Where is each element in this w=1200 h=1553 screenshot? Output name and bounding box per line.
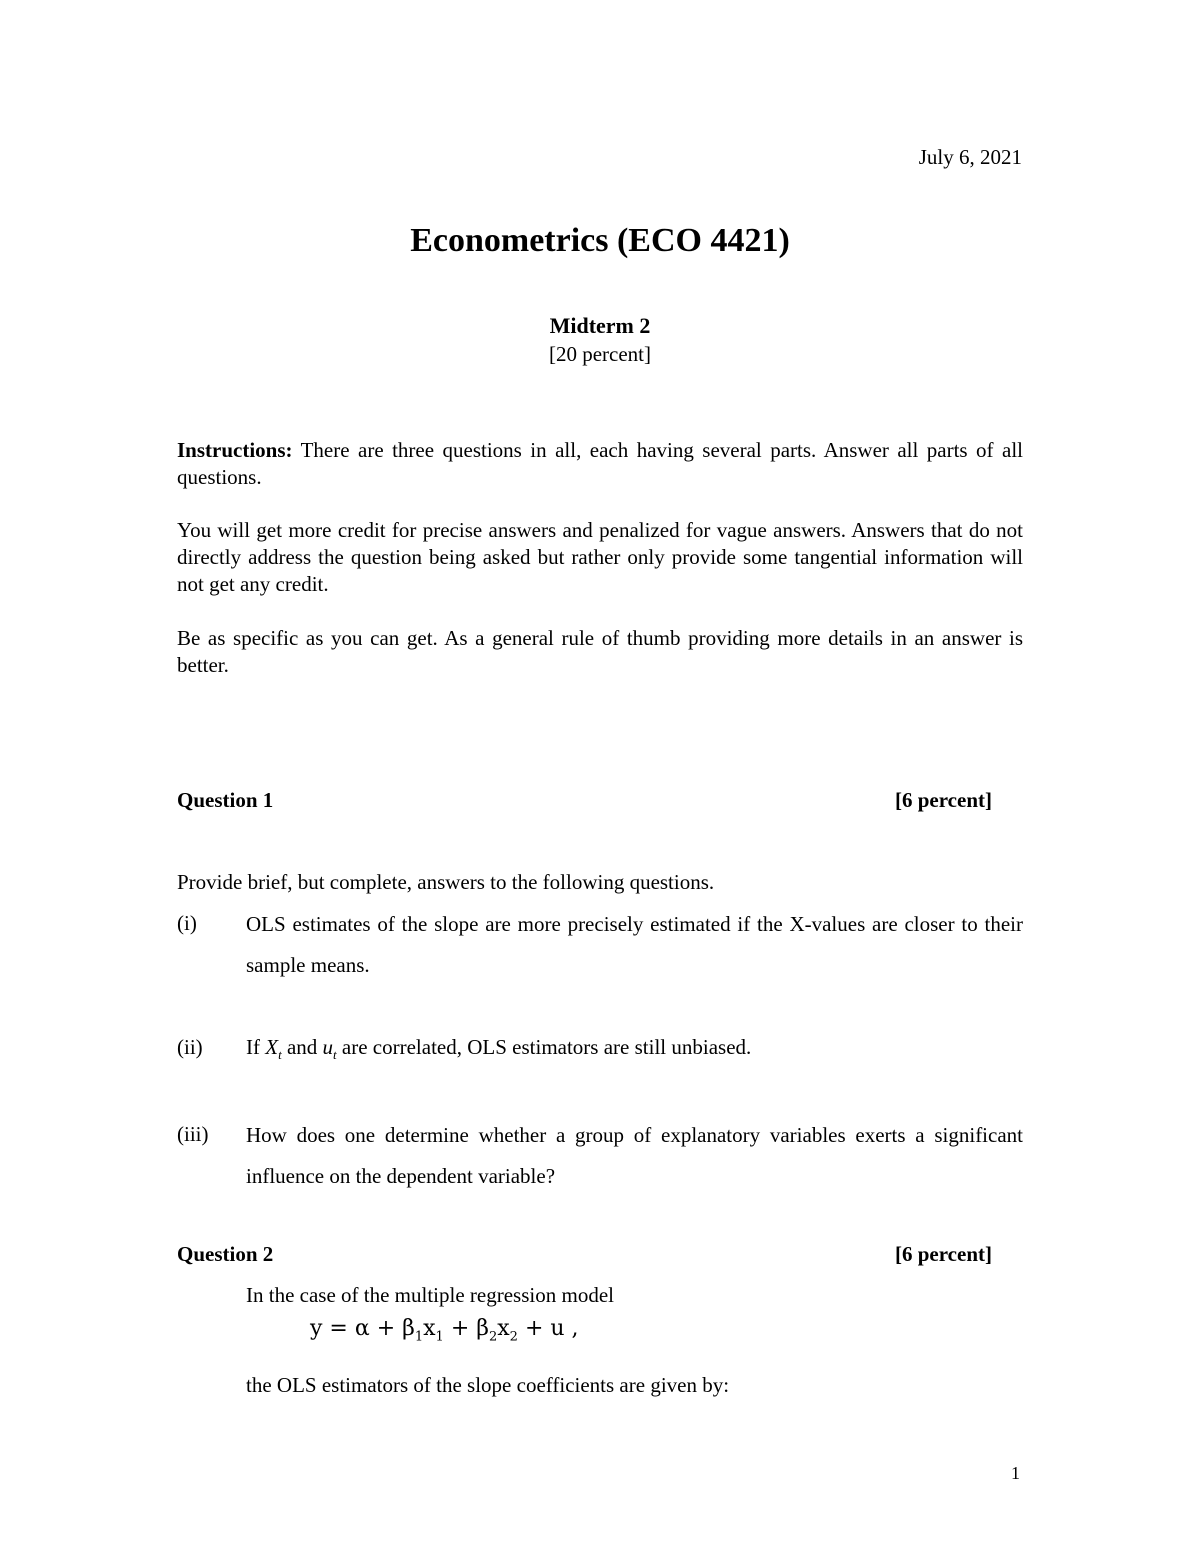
regression-equation: $y = \alpha + \beta_1x_1 + \beta_2x_2 + u$ , — [310, 1316, 579, 1345]
exam-weight: [20 percent] — [548, 342, 652, 366]
exam-name: Midterm 2 — [549, 313, 651, 338]
question2-intro: In the case of the multiple regression model — [246, 1283, 614, 1307]
question2-title: Question 2 — [177, 1242, 274, 1266]
question1-item-label: (i) — [177, 911, 197, 935]
question1-header — [177, 788, 992, 813]
instructions-paragraph — [177, 437, 1023, 491]
specific-paragraph: Be as specific as you can get. As a general rule of thumb providing more details in an answer is better. — [177, 626, 1023, 677]
question2-header — [177, 1242, 992, 1267]
question2-outro: the OLS estimators of the slope coefficients are given by: — [246, 1373, 730, 1397]
date: July 6, 2021 — [918, 145, 1022, 169]
page-title: Econometrics (ECO 4421) — [410, 222, 790, 259]
question1-weight: [6 percent] — [895, 788, 992, 812]
question1-item-text: If $X_t$ and $u_t$ are correlated, OLS estimators are still unbiased. — [246, 1035, 752, 1063]
question1-item-label: (ii) — [177, 1035, 203, 1059]
instructions-text: There are three questions in all, each having several parts. Answer all parts of all questions. — [177, 438, 1023, 489]
question1-title: Question 1 — [177, 788, 274, 812]
instructions-label: Instructions: — [177, 438, 293, 462]
question1-item-text: OLS estimates of the slope are more precisely estimated if the X-values are closer to their sample means. — [246, 912, 1023, 977]
page-number: 1 — [1011, 1463, 1020, 1483]
question1-item-label: (iii) — [177, 1122, 209, 1146]
question1-item-text: How does one determine whether a group of explanatory variables exerts a significant influence on the dependent variable? — [246, 1123, 1023, 1188]
credit-paragraph: You will get more credit for precise answers and penalized for vague answers. Answers that do not directly address the question being asked but rather only provide some tangential information will not get any credit. — [177, 518, 1023, 596]
question2-weight: [6 percent] — [895, 1242, 992, 1266]
question1-intro: Provide brief, but complete, answers to the following questions. — [177, 870, 715, 894]
